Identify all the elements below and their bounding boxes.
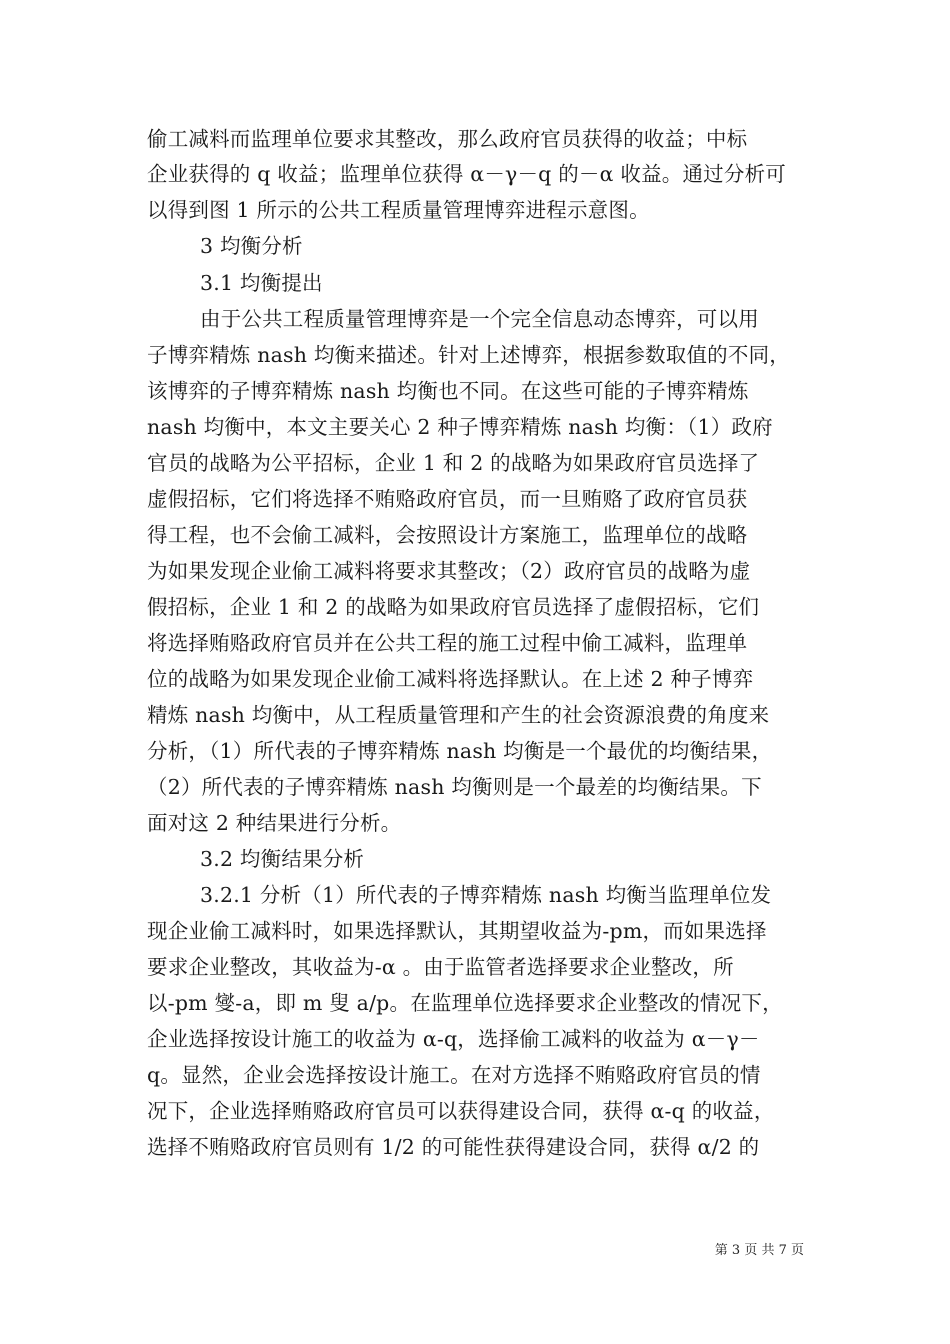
page-number: 第 3 页 共 7 页 — [714, 1243, 804, 1258]
text-line: 以得到图 1 所示的公共工程质量管理博弈进程示意图。 — [147, 198, 650, 222]
text-line: 以-pm 燮-a，即 m 叟 a/p。在监理单位选择要求企业整改的情况下， — [147, 991, 783, 1015]
text-line: nash 均衡中，本文主要关心 2 种子博弈精炼 nash 均衡：（1）政府 — [147, 415, 773, 439]
text-line: 选择不贿赂政府官员则有 1/2 的可能性获得建设合同，获得 α/2 的 — [147, 1135, 760, 1159]
text-line: 位的战略为如果发现企业偷工减料将选择默认。在上述 2 种子博弈 — [147, 667, 754, 691]
text-line: 子博弈精炼 nash 均衡来描述。针对上述博弈，根据参数取值的不同， — [147, 343, 790, 367]
text-line: 面对这 2 种结果进行分析。 — [147, 811, 402, 835]
text-line: 现企业偷工减料时，如果选择默认，其期望收益为-pm，而如果选择 — [147, 919, 767, 943]
text-line: 精炼 nash 均衡中，从工程质量管理和产生的社会资源浪费的角度来 — [147, 703, 770, 727]
text-line: 偷工减料而监理单位要求其整改，那么政府官员获得的收益；中标 — [147, 127, 748, 151]
text-line: q。显然，企业会选择按设计施工。在对方选择不贿赂政府官员的情 — [147, 1063, 761, 1087]
section-heading: 3 均衡分析 — [200, 234, 303, 258]
text-line: 企业选择按设计施工的收益为 α-q，选择偷工减料的收益为 α－γ－ — [147, 1027, 760, 1051]
subsection-heading: 3.1 均衡提出 — [200, 271, 323, 295]
text-line: 将选择贿赂政府官员并在公共工程的施工过程中偷工减料，监理单 — [147, 631, 748, 655]
text-line: 该博弈的子博弈精炼 nash 均衡也不同。在这些可能的子博弈精炼 — [147, 379, 749, 403]
text-line: 况下，企业选择贿赂政府官员可以获得建设合同，获得 α-q 的收益， — [147, 1099, 775, 1123]
text-line: （2）所代表的子博弈精炼 nash 均衡则是一个最差的均衡结果。下 — [147, 775, 762, 799]
text-line: 要求企业整改，其收益为-α 。由于监管者选择要求企业整改，所 — [147, 955, 734, 979]
text-line: 得工程，也不会偷工减料，会按照设计方案施工，监理单位的战略 — [147, 523, 748, 547]
text-line: 虚假招标，它们将选择不贿赂政府官员，而一旦贿赂了政府官员获 — [147, 487, 748, 511]
text-line: 由于公共工程质量管理博弈是一个完全信息动态博弈，可以用 — [200, 307, 759, 331]
subsection-heading: 3.2 均衡结果分析 — [200, 847, 365, 871]
text-line: 假招标，企业 1 和 2 的战略为如果政府官员选择了虚假招标，它们 — [147, 595, 760, 619]
text-line: 官员的战略为公平招标，企业 1 和 2 的战略为如果政府官员选择了 — [147, 451, 760, 475]
text-line: 为如果发现企业偷工减料将要求其整改；（2）政府官员的战略为虚 — [147, 559, 751, 583]
text-line: 分析，（1）所代表的子博弈精炼 nash 均衡是一个最优的均衡结果， — [147, 739, 773, 763]
text-line: 3.2.1 分析（1）所代表的子博弈精炼 nash 均衡当监理单位发 — [200, 883, 772, 907]
text-line: 企业获得的 q 收益；监理单位获得 α－γ－q 的－α 收益。通过分析可 — [147, 162, 786, 186]
